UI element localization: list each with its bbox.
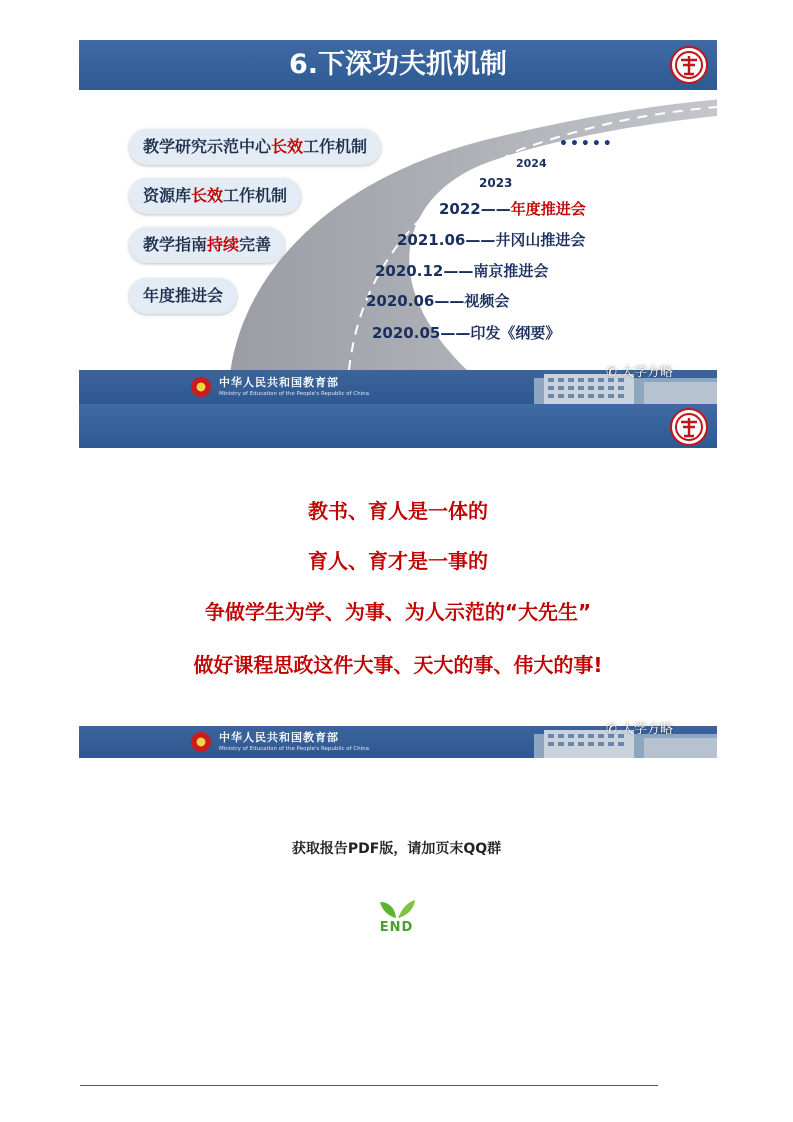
footer-rule	[80, 1085, 658, 1086]
statement-line-2: 育人、育才是一事的	[308, 549, 488, 573]
milestone-2020-06: 2020.06——视频会	[366, 292, 510, 310]
slide-header-bar	[79, 404, 717, 448]
statement-line-3: 争做学生为学、为事、为人示范的“大先生”	[204, 600, 592, 624]
milestone-2022: 2022——年度推进会	[439, 200, 586, 218]
statement-line-4: 做好课程思政这件大事、天大的事、伟大的事!	[193, 653, 603, 677]
road-dots-decoration: •••••	[559, 136, 614, 152]
pill-research-center: 教学研究示范中心长效工作机制	[129, 129, 381, 165]
ministry-name-cn: 中华人民共和国教育部	[219, 731, 339, 744]
slide-footer	[79, 722, 717, 758]
national-emblem-icon	[191, 732, 211, 752]
pill-teaching-guide: 教学指南持续完善	[129, 227, 285, 263]
university-logo-icon	[670, 408, 708, 446]
ministry-name-cn: 中华人民共和国教育部	[219, 376, 339, 389]
year-label-2024: 2024	[516, 157, 547, 170]
slide-footer	[79, 365, 717, 404]
watermark-text: ✆ 大学方略	[606, 722, 674, 737]
milestone-2020-05: 2020.05——印发《纲要》	[372, 324, 561, 342]
leaf-sprout-icon	[378, 898, 416, 920]
ministry-name-en: Ministry of Education of the People's Republic of China	[219, 391, 369, 397]
statement-line-1: 教书、育人是一体的	[308, 499, 488, 523]
year-label-2023: 2023	[479, 176, 513, 190]
wechat-icon: ✆	[606, 365, 622, 380]
milestone-2020-12: 2020.12——南京推进会	[375, 262, 549, 280]
pill-resource-library: 资源库长效工作机制	[129, 178, 301, 214]
pill-annual-meeting: 年度推进会	[129, 278, 237, 314]
pdf-download-note: 获取报告PDF版，请加页末QQ群	[291, 841, 502, 857]
ministry-name-en: Ministry of Education of the People's Republic of China	[219, 746, 369, 752]
watermark-text: ✆ 大学方略	[606, 365, 674, 380]
slide-title: 6.下深功夫抓机制	[288, 49, 508, 80]
milestone-2021-06: 2021.06——井冈山推进会	[397, 231, 586, 249]
slide-teaching-statement	[79, 404, 717, 758]
wechat-icon: ✆	[606, 722, 622, 737]
end-label: END	[379, 920, 414, 935]
national-emblem-icon	[191, 377, 211, 397]
slide-road-mechanism	[79, 40, 717, 404]
